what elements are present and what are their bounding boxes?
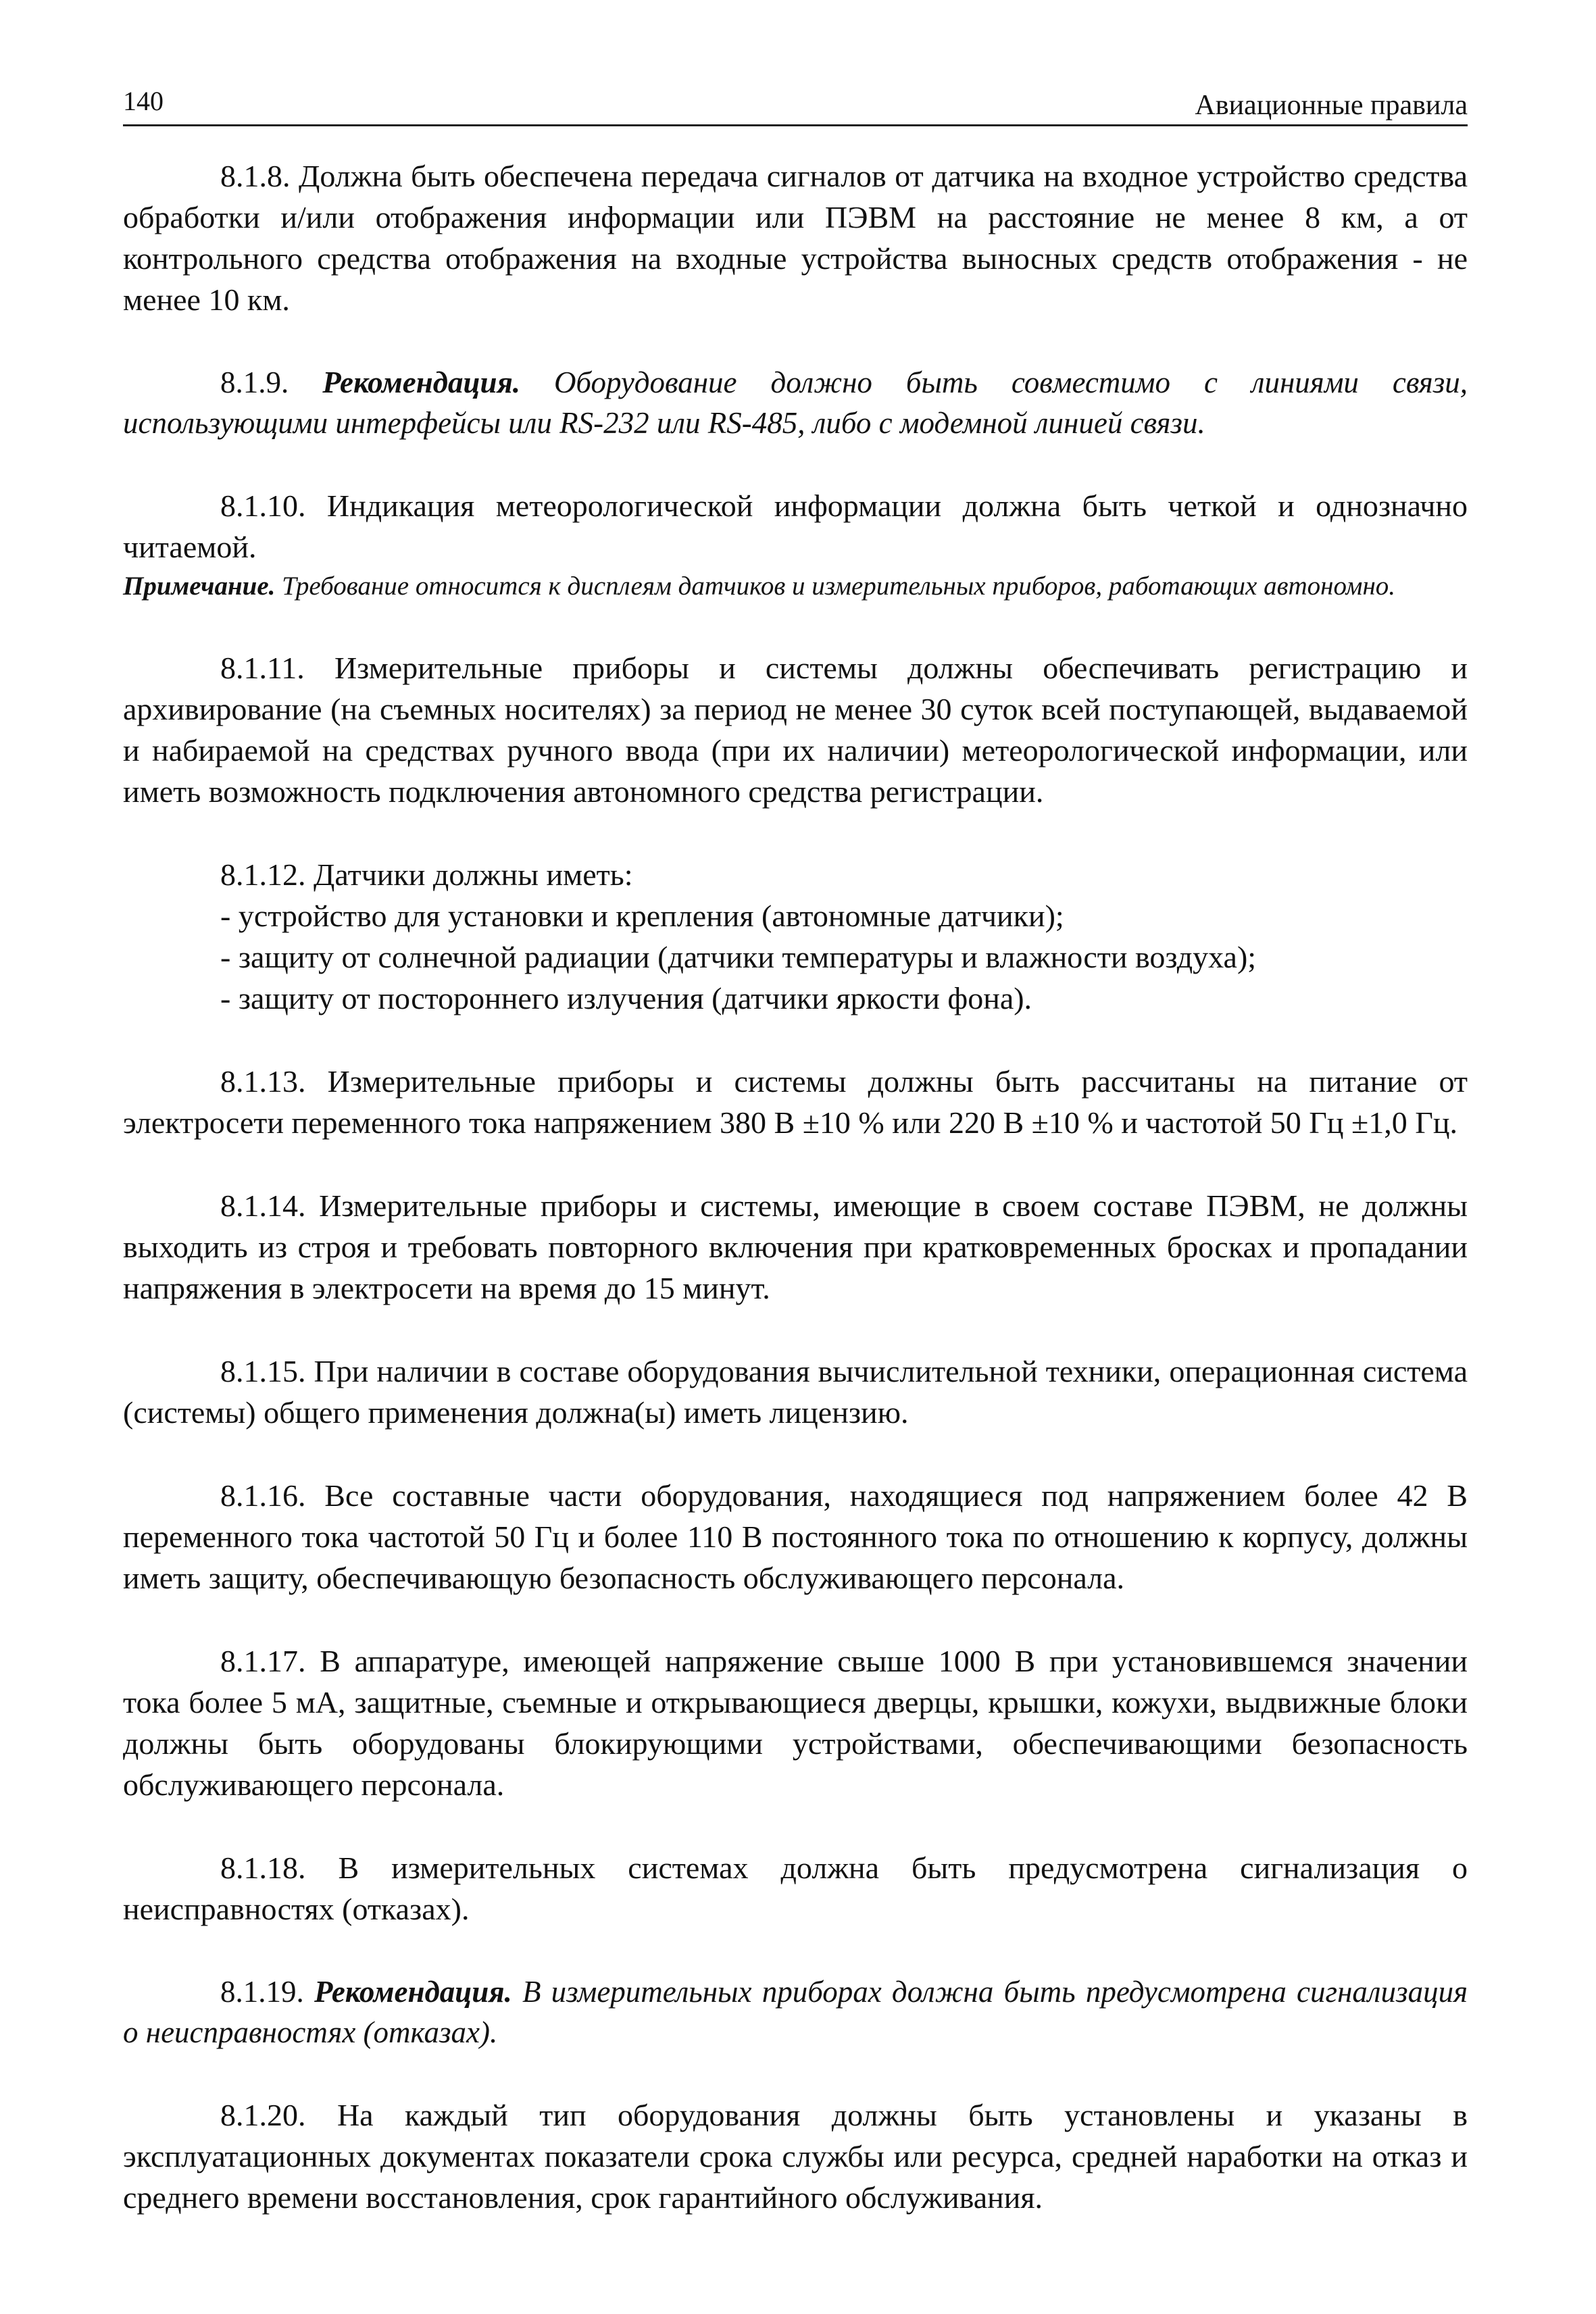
paragraph-8-1-13: 8.1.13. Измерительные приборы и системы должны быть рассчитаны на питание от электросети переменного тока напряжением 380 В ±10 % или 220 В ±10 % и частотой 50 Гц ±1,0 Гц. xyxy=(123,1064,1468,1140)
list-item: - защиту от солнечной радиации (датчики температуры и влажности воздуха); xyxy=(220,940,1257,974)
recommendation-label: Рекомендация. xyxy=(322,366,520,399)
recommendation-text: В измерительных приборах должна быть предусмотрена сигнализация о неисправностях (отказах). xyxy=(123,1975,1468,2049)
paragraph-8-1-8: 8.1.8. Должна быть обеспечена передача сигналов от датчика на входное устройство средства обработки и/или отображения информации или ПЭВМ на расстояние не менее 8 км, а от контрольного средства отображения на входные устройства выносных средств отображения - не менее 10 км. xyxy=(123,159,1468,317)
page-number: 140 xyxy=(123,86,164,116)
list-item: - устройство для установки и крепления (автономные датчики); xyxy=(220,899,1064,933)
clause-number: 8.1.9. xyxy=(220,366,289,399)
running-title: Авиационные правила xyxy=(1195,90,1468,121)
paragraph-8-1-16: 8.1.16. Все составные части оборудования, находящиеся под напряжением более 42 В переменного тока частотой 50 Гц и более 110 В постоянного тока по отношению к корпусу, должны иметь защиту, обеспечивающую безопасность обслуживающего персонала. xyxy=(123,1478,1468,1595)
list-item: - защиту от постороннего излучения (датчики яркости фона). xyxy=(220,981,1032,1015)
clause-number: 8.1.19. xyxy=(220,1975,304,2009)
paragraph-8-1-15: 8.1.15. При наличии в составе оборудования вычислительной техники, операционная система (системы) общего применения должна(ы) иметь лицензию. xyxy=(123,1354,1468,1430)
recommendation-text: Оборудование должно быть совместимо с линиями связи, использующими интерфейсы или RS-232 или RS-485, либо с модемной линией связи. xyxy=(123,366,1468,440)
paragraph-8-1-14: 8.1.14. Измерительные приборы и системы, имеющие в своем составе ПЭВМ, не должны выходить из строя и требовать повторного включения при кратковременных бросках и пропадании напряжения в электросети на время до 15 минут. xyxy=(123,1188,1468,1305)
note-8-1-10 xyxy=(123,568,1468,605)
paragraph-8-1-10: 8.1.10. Индикация метеорологической информации должна быть четкой и однозначно читаемой. xyxy=(123,488,1468,564)
document-body xyxy=(123,155,1468,2260)
paragraph-8-1-19 xyxy=(123,1971,1468,2053)
paragraph-8-1-17: 8.1.17. В аппаратуре, имеющей напряжение свыше 1000 В при установившемся значении тока более 5 мА, защитные, съемные и открывающиеся дверцы, крышки, кожухи, выдвижные блоки должны быть оборудованы блокирующими устройствами, обеспечивающими безопасность обслуживающего персонала. xyxy=(123,1644,1468,1802)
page-header xyxy=(123,80,1468,126)
note-label: Примечание. xyxy=(123,572,276,601)
paragraph-8-1-18: 8.1.18. В измерительных системах должна быть предусмотрена сигнализация о неисправностях (отказах). xyxy=(123,1851,1468,1926)
paragraph-8-1-11: 8.1.11. Измерительные приборы и системы должны обеспечивать регистрацию и архивирование (на съемных носителях) за период не менее 30 суток всей поступающей, выдаваемой и набираемой на средствах ручного ввода (при их наличии) метеорологической информации, или иметь возможность подключения автономного средства регистрации. xyxy=(123,651,1468,809)
note-text: Требование относится к дисплеям датчиков и измерительных приборов, работающих автономно. xyxy=(282,572,1396,601)
paragraph-8-1-9 xyxy=(123,362,1468,443)
paragraph-8-1-20: 8.1.20. На каждый тип оборудования должны быть установлены и указаны в эксплуатационных документах показатели срока службы или ресурса, средней наработки на отказ и среднего времени восстановления, срок гарантийного обслуживания. xyxy=(123,2098,1468,2215)
list-intro: 8.1.12. Датчики должны иметь: xyxy=(220,857,633,892)
recommendation-label: Рекомендация. xyxy=(314,1975,512,2009)
paragraph-8-1-12 xyxy=(123,854,1468,1019)
